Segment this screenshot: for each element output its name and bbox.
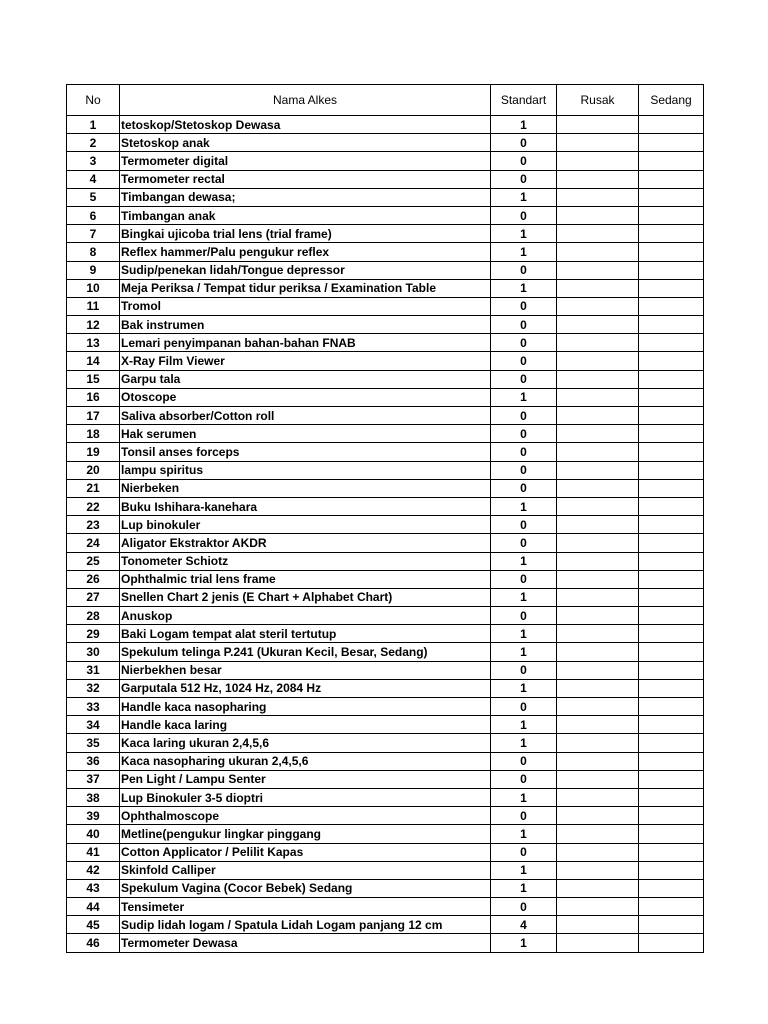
table-row	[67, 716, 704, 734]
cell-no: 10	[67, 279, 120, 297]
cell-no: 30	[67, 643, 120, 661]
table-row	[67, 425, 704, 443]
cell-name: Snellen Chart 2 jenis (E Chart + Alphabet Chart)	[120, 588, 491, 606]
cell-no: 44	[67, 898, 120, 916]
cell-no: 45	[67, 916, 120, 934]
cell-standart: 1	[491, 225, 557, 243]
cell-rusak	[557, 861, 639, 879]
cell-no: 20	[67, 461, 120, 479]
cell-name: Baki Logam tempat alat steril tertutup	[120, 625, 491, 643]
cell-name: Anuskop	[120, 607, 491, 625]
table-row	[67, 116, 704, 134]
cell-name: tetoskop/Stetoskop Dewasa	[120, 116, 491, 134]
table-row	[67, 661, 704, 679]
table-row	[67, 916, 704, 934]
cell-rusak	[557, 188, 639, 206]
cell-standart: 1	[491, 788, 557, 806]
cell-rusak	[557, 716, 639, 734]
cell-sedang	[639, 788, 704, 806]
cell-sedang	[639, 588, 704, 606]
cell-rusak	[557, 698, 639, 716]
cell-name: Skinfold Calliper	[120, 861, 491, 879]
cell-rusak	[557, 679, 639, 697]
cell-no: 35	[67, 734, 120, 752]
cell-no: 46	[67, 934, 120, 952]
cell-no: 29	[67, 625, 120, 643]
cell-sedang	[639, 479, 704, 497]
cell-standart: 1	[491, 497, 557, 515]
cell-no: 1	[67, 116, 120, 134]
cell-sedang	[639, 825, 704, 843]
cell-rusak	[557, 588, 639, 606]
cell-standart: 1	[491, 116, 557, 134]
cell-name: Termometer digital	[120, 152, 491, 170]
cell-sedang	[639, 352, 704, 370]
cell-no: 26	[67, 570, 120, 588]
cell-sedang	[639, 225, 704, 243]
cell-rusak	[557, 134, 639, 152]
cell-standart: 0	[491, 752, 557, 770]
table-row	[67, 225, 704, 243]
cell-rusak	[557, 152, 639, 170]
cell-sedang	[639, 843, 704, 861]
cell-rusak	[557, 807, 639, 825]
cell-standart: 1	[491, 716, 557, 734]
cell-no: 18	[67, 425, 120, 443]
cell-rusak	[557, 825, 639, 843]
cell-no: 40	[67, 825, 120, 843]
table-row	[67, 570, 704, 588]
header-sedang: Sedang	[639, 85, 704, 116]
cell-name: X-Ray Film Viewer	[120, 352, 491, 370]
cell-rusak	[557, 534, 639, 552]
cell-rusak	[557, 443, 639, 461]
cell-name: Kaca laring ukuran 2,4,5,6	[120, 734, 491, 752]
cell-sedang	[639, 407, 704, 425]
table-row	[67, 843, 704, 861]
cell-standart: 0	[491, 443, 557, 461]
table-row	[67, 879, 704, 897]
cell-no: 17	[67, 407, 120, 425]
cell-name: Tonsil anses forceps	[120, 443, 491, 461]
cell-no: 28	[67, 607, 120, 625]
cell-standart: 0	[491, 570, 557, 588]
cell-sedang	[639, 388, 704, 406]
cell-sedang	[639, 261, 704, 279]
cell-no: 39	[67, 807, 120, 825]
cell-no: 22	[67, 497, 120, 515]
cell-standart: 0	[491, 425, 557, 443]
cell-standart: 1	[491, 879, 557, 897]
cell-rusak	[557, 388, 639, 406]
cell-standart: 0	[491, 461, 557, 479]
cell-name: Ophthalmoscope	[120, 807, 491, 825]
cell-standart: 0	[491, 352, 557, 370]
cell-standart: 0	[491, 261, 557, 279]
cell-sedang	[639, 607, 704, 625]
table-body	[67, 116, 704, 953]
cell-name: Otoscope	[120, 388, 491, 406]
cell-rusak	[557, 661, 639, 679]
table-row	[67, 370, 704, 388]
cell-rusak	[557, 643, 639, 661]
cell-standart: 0	[491, 661, 557, 679]
cell-sedang	[639, 370, 704, 388]
header-name: Nama Alkes	[120, 85, 491, 116]
cell-sedang	[639, 770, 704, 788]
table-row	[67, 516, 704, 534]
table-row	[67, 752, 704, 770]
cell-rusak	[557, 916, 639, 934]
cell-no: 23	[67, 516, 120, 534]
cell-rusak	[557, 425, 639, 443]
cell-rusak	[557, 879, 639, 897]
cell-no: 41	[67, 843, 120, 861]
cell-sedang	[639, 570, 704, 588]
cell-standart: 1	[491, 552, 557, 570]
table-row	[67, 261, 704, 279]
cell-no: 9	[67, 261, 120, 279]
table-row	[67, 898, 704, 916]
cell-no: 27	[67, 588, 120, 606]
header-standart: Standart	[491, 85, 557, 116]
cell-no: 15	[67, 370, 120, 388]
cell-standart: 0	[491, 770, 557, 788]
cell-no: 11	[67, 297, 120, 315]
table-row	[67, 607, 704, 625]
cell-name: Timbangan dewasa;	[120, 188, 491, 206]
table-row	[67, 679, 704, 697]
cell-name: Kaca nasopharing ukuran 2,4,5,6	[120, 752, 491, 770]
cell-sedang	[639, 734, 704, 752]
table-row	[67, 497, 704, 515]
cell-name: Saliva absorber/Cotton roll	[120, 407, 491, 425]
cell-name: Spekulum Vagina (Cocor Bebek) Sedang	[120, 879, 491, 897]
cell-sedang	[639, 807, 704, 825]
cell-sedang	[639, 243, 704, 261]
cell-sedang	[639, 316, 704, 334]
cell-rusak	[557, 607, 639, 625]
cell-no: 8	[67, 243, 120, 261]
cell-sedang	[639, 188, 704, 206]
table-row	[67, 807, 704, 825]
cell-sedang	[639, 534, 704, 552]
cell-rusak	[557, 352, 639, 370]
table-row	[67, 134, 704, 152]
cell-standart: 0	[491, 134, 557, 152]
cell-no: 19	[67, 443, 120, 461]
cell-name: Handle kaca laring	[120, 716, 491, 734]
cell-no: 7	[67, 225, 120, 243]
cell-standart: 1	[491, 279, 557, 297]
cell-name: Hak serumen	[120, 425, 491, 443]
cell-standart: 0	[491, 534, 557, 552]
cell-sedang	[639, 661, 704, 679]
cell-sedang	[639, 297, 704, 315]
cell-name: Reflex hammer/Palu pengukur reflex	[120, 243, 491, 261]
cell-no: 14	[67, 352, 120, 370]
cell-rusak	[557, 261, 639, 279]
cell-standart: 1	[491, 588, 557, 606]
cell-standart: 0	[491, 807, 557, 825]
cell-sedang	[639, 698, 704, 716]
cell-rusak	[557, 570, 639, 588]
cell-name: Timbangan anak	[120, 206, 491, 224]
cell-name: Garpu tala	[120, 370, 491, 388]
table-row	[67, 861, 704, 879]
cell-sedang	[639, 497, 704, 515]
cell-rusak	[557, 843, 639, 861]
equipment-table	[66, 84, 704, 953]
cell-rusak	[557, 625, 639, 643]
cell-name: Nierbekhen besar	[120, 661, 491, 679]
cell-sedang	[639, 679, 704, 697]
cell-name: Tonometer Schiotz	[120, 552, 491, 570]
cell-name: lampu spiritus	[120, 461, 491, 479]
header-rusak: Rusak	[557, 85, 639, 116]
table-row	[67, 152, 704, 170]
cell-name: Pen Light / Lampu Senter	[120, 770, 491, 788]
table-row	[67, 352, 704, 370]
cell-rusak	[557, 170, 639, 188]
cell-standart: 0	[491, 152, 557, 170]
cell-rusak	[557, 116, 639, 134]
cell-sedang	[639, 861, 704, 879]
table-row	[67, 734, 704, 752]
cell-no: 33	[67, 698, 120, 716]
cell-sedang	[639, 206, 704, 224]
cell-sedang	[639, 752, 704, 770]
cell-sedang	[639, 643, 704, 661]
cell-name: Lup binokuler	[120, 516, 491, 534]
cell-standart: 0	[491, 479, 557, 497]
table-row	[67, 625, 704, 643]
table-row	[67, 643, 704, 661]
cell-sedang	[639, 134, 704, 152]
table-row	[67, 588, 704, 606]
cell-sedang	[639, 916, 704, 934]
cell-standart: 0	[491, 898, 557, 916]
cell-standart: 0	[491, 843, 557, 861]
cell-no: 21	[67, 479, 120, 497]
cell-standart: 1	[491, 734, 557, 752]
table-row	[67, 188, 704, 206]
cell-standart: 1	[491, 625, 557, 643]
cell-no: 31	[67, 661, 120, 679]
table-row	[67, 461, 704, 479]
cell-sedang	[639, 898, 704, 916]
cell-no: 2	[67, 134, 120, 152]
cell-no: 37	[67, 770, 120, 788]
table-row	[67, 388, 704, 406]
cell-name: Tromol	[120, 297, 491, 315]
cell-name: Lemari penyimpanan bahan-bahan FNAB	[120, 334, 491, 352]
table-row	[67, 698, 704, 716]
cell-rusak	[557, 552, 639, 570]
cell-no: 25	[67, 552, 120, 570]
cell-standart: 0	[491, 206, 557, 224]
cell-standart: 1	[491, 643, 557, 661]
table-row	[67, 443, 704, 461]
cell-name: Bak instrumen	[120, 316, 491, 334]
cell-standart: 1	[491, 243, 557, 261]
cell-name: Spekulum telinga P.241 (Ukuran Kecil, Besar, Sedang)	[120, 643, 491, 661]
cell-rusak	[557, 206, 639, 224]
cell-no: 43	[67, 879, 120, 897]
cell-rusak	[557, 898, 639, 916]
cell-standart: 0	[491, 334, 557, 352]
cell-name: Nierbeken	[120, 479, 491, 497]
cell-sedang	[639, 279, 704, 297]
cell-sedang	[639, 516, 704, 534]
cell-sedang	[639, 116, 704, 134]
cell-name: Termometer Dewasa	[120, 934, 491, 952]
table-row	[67, 479, 704, 497]
cell-name: Sudip/penekan lidah/Tongue depressor	[120, 261, 491, 279]
cell-no: 4	[67, 170, 120, 188]
table-row	[67, 297, 704, 315]
cell-standart: 0	[491, 370, 557, 388]
cell-standart: 1	[491, 934, 557, 952]
cell-rusak	[557, 370, 639, 388]
cell-sedang	[639, 625, 704, 643]
cell-sedang	[639, 334, 704, 352]
cell-sedang	[639, 552, 704, 570]
table-row	[67, 825, 704, 843]
cell-rusak	[557, 934, 639, 952]
table-row	[67, 170, 704, 188]
table-row	[67, 788, 704, 806]
cell-name: Meja Periksa / Tempat tidur periksa / Examination Table	[120, 279, 491, 297]
cell-name: Metline(pengukur lingkar pinggang	[120, 825, 491, 843]
cell-no: 36	[67, 752, 120, 770]
cell-rusak	[557, 225, 639, 243]
cell-standart: 0	[491, 316, 557, 334]
cell-no: 32	[67, 679, 120, 697]
cell-name: Stetoskop anak	[120, 134, 491, 152]
table-row	[67, 334, 704, 352]
table-row	[67, 316, 704, 334]
header-row	[67, 85, 704, 116]
cell-standart: 1	[491, 861, 557, 879]
cell-name: Termometer rectal	[120, 170, 491, 188]
cell-rusak	[557, 734, 639, 752]
cell-name: Lup Binokuler 3-5 dioptri	[120, 788, 491, 806]
cell-name: Aligator Ekstraktor AKDR	[120, 534, 491, 552]
cell-sedang	[639, 425, 704, 443]
cell-no: 42	[67, 861, 120, 879]
cell-rusak	[557, 407, 639, 425]
cell-name: Ophthalmic trial lens frame	[120, 570, 491, 588]
cell-no: 38	[67, 788, 120, 806]
cell-no: 16	[67, 388, 120, 406]
cell-name: Sudip lidah logam / Spatula Lidah Logam panjang 12 cm	[120, 916, 491, 934]
table-row	[67, 934, 704, 952]
cell-sedang	[639, 443, 704, 461]
cell-rusak	[557, 316, 639, 334]
cell-rusak	[557, 770, 639, 788]
cell-standart: 0	[491, 698, 557, 716]
cell-name: Buku Ishihara-kanehara	[120, 497, 491, 515]
cell-standart: 0	[491, 516, 557, 534]
table-row	[67, 534, 704, 552]
cell-sedang	[639, 170, 704, 188]
table-row	[67, 243, 704, 261]
cell-no: 12	[67, 316, 120, 334]
cell-name: Bingkai ujicoba trial lens (trial frame)	[120, 225, 491, 243]
cell-sedang	[639, 716, 704, 734]
cell-no: 6	[67, 206, 120, 224]
cell-rusak	[557, 279, 639, 297]
cell-rusak	[557, 516, 639, 534]
cell-rusak	[557, 479, 639, 497]
cell-name: Handle kaca nasopharing	[120, 698, 491, 716]
cell-standart: 0	[491, 297, 557, 315]
cell-standart: 1	[491, 825, 557, 843]
cell-rusak	[557, 461, 639, 479]
cell-standart: 0	[491, 170, 557, 188]
cell-standart: 1	[491, 388, 557, 406]
cell-rusak	[557, 752, 639, 770]
cell-standart: 1	[491, 679, 557, 697]
cell-standart: 0	[491, 607, 557, 625]
table-row	[67, 770, 704, 788]
table-row	[67, 279, 704, 297]
cell-name: Cotton Applicator / Pelilit Kapas	[120, 843, 491, 861]
cell-rusak	[557, 243, 639, 261]
cell-sedang	[639, 934, 704, 952]
cell-sedang	[639, 461, 704, 479]
cell-no: 24	[67, 534, 120, 552]
cell-rusak	[557, 297, 639, 315]
cell-name: Tensimeter	[120, 898, 491, 916]
table-row	[67, 407, 704, 425]
table-row	[67, 206, 704, 224]
cell-no: 34	[67, 716, 120, 734]
cell-no: 13	[67, 334, 120, 352]
cell-standart: 1	[491, 188, 557, 206]
cell-no: 5	[67, 188, 120, 206]
table-row	[67, 552, 704, 570]
cell-sedang	[639, 152, 704, 170]
cell-no: 3	[67, 152, 120, 170]
cell-standart: 4	[491, 916, 557, 934]
cell-rusak	[557, 497, 639, 515]
cell-name: Garputala 512 Hz, 1024 Hz, 2084 Hz	[120, 679, 491, 697]
cell-sedang	[639, 879, 704, 897]
cell-rusak	[557, 788, 639, 806]
cell-standart: 0	[491, 407, 557, 425]
cell-rusak	[557, 334, 639, 352]
header-no: No	[67, 85, 120, 116]
